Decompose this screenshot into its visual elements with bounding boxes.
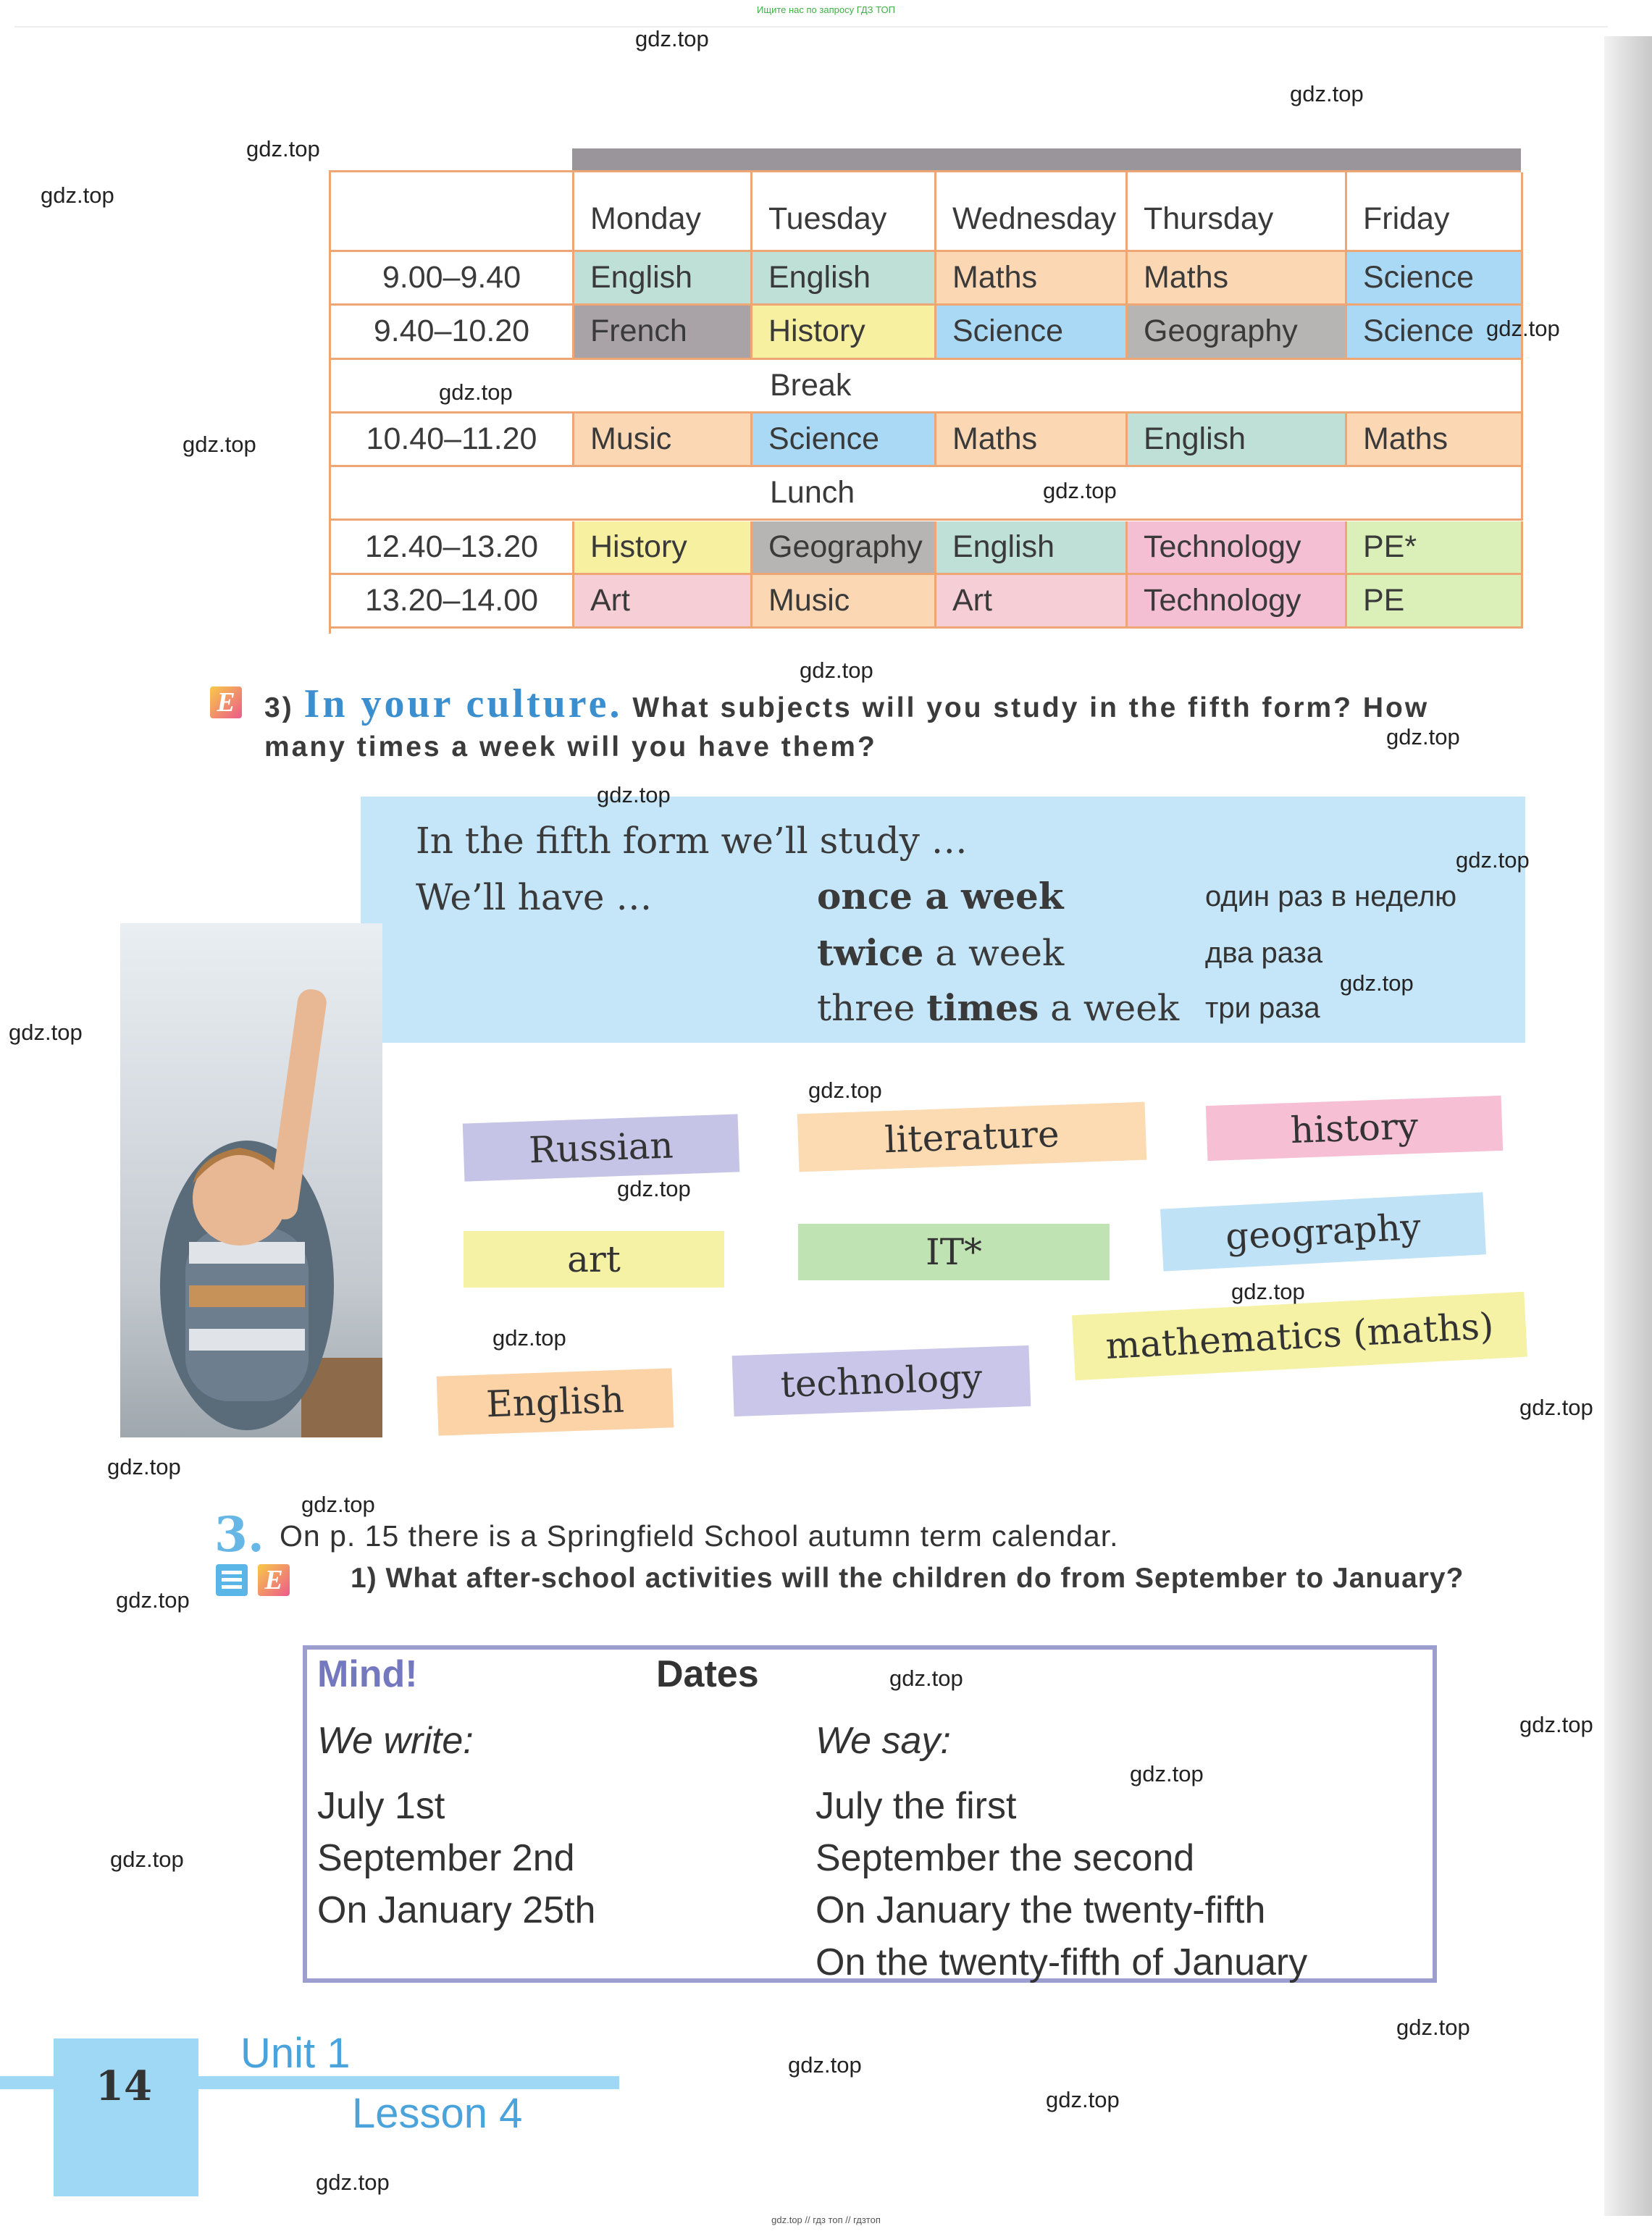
watermark-text: gdz.top bbox=[1231, 1279, 1305, 1304]
lesson-cell: English bbox=[574, 252, 752, 306]
lesson-cell: Music bbox=[752, 575, 936, 629]
timetable-header-bar bbox=[572, 148, 1521, 170]
day-header: Thursday bbox=[1128, 172, 1347, 252]
frequency-translation: три раза bbox=[1205, 992, 1320, 1024]
subject-chip: technology bbox=[732, 1345, 1031, 1416]
subject-chip: IT* bbox=[798, 1224, 1110, 1280]
watermark-text: gdz.top bbox=[597, 782, 671, 807]
lesson-cell: English bbox=[752, 252, 936, 306]
subject-chip: mathematics (maths) bbox=[1072, 1292, 1527, 1381]
time-slot: 9.00–9.40 bbox=[331, 252, 574, 306]
date-written: September 2nd bbox=[317, 1837, 575, 1879]
lesson-cell: Maths bbox=[936, 252, 1128, 306]
watermark-text: gdz.top bbox=[1046, 2087, 1120, 2112]
study-line: In the fifth form we’ll study … bbox=[416, 820, 968, 862]
exercise-e-icon: E bbox=[258, 1564, 290, 1596]
lesson-cell: Science bbox=[752, 413, 936, 467]
frequency-phrase bbox=[817, 875, 1063, 917]
subject-chip: history bbox=[1206, 1096, 1503, 1161]
exercise-number: 3. bbox=[214, 1506, 264, 1563]
top-rule bbox=[14, 26, 1608, 28]
date-written: July 1st bbox=[317, 1785, 445, 1827]
time-slot: 9.40–10.20 bbox=[331, 306, 574, 359]
lesson-cell: English bbox=[1128, 413, 1347, 467]
watermark-text: gdz.top bbox=[1340, 970, 1414, 996]
frequency-translation: два раза bbox=[1205, 937, 1323, 969]
culture-heading bbox=[264, 681, 1429, 727]
bottom-note: gdz.top // гдз топ // гдзтоп bbox=[771, 2214, 881, 2225]
watermark-text: gdz.top bbox=[183, 432, 256, 457]
book-spine-shadow bbox=[1604, 36, 1652, 2216]
lesson-label: Lesson 4 bbox=[352, 2090, 523, 2137]
we-say-header: We say: bbox=[815, 1720, 951, 1762]
watermark-text: gdz.top bbox=[492, 1325, 566, 1351]
photo-illustration bbox=[120, 923, 382, 1437]
day-header: Tuesday bbox=[752, 172, 936, 252]
watermark-text: gdz.top bbox=[808, 1078, 882, 1103]
watermark-text: gdz.top bbox=[1290, 81, 1364, 106]
watermark-text: gdz.top bbox=[800, 658, 873, 683]
lesson-cell: Science bbox=[936, 306, 1128, 359]
subject-chip: literature bbox=[797, 1102, 1146, 1172]
corner-cell bbox=[331, 172, 574, 252]
culture-question-2: many times a week will you have them? bbox=[264, 731, 877, 763]
day-header: Wednesday bbox=[936, 172, 1128, 252]
frequency-translation: один раз в неделю bbox=[1205, 881, 1457, 912]
watermark-text: gdz.top bbox=[9, 1020, 83, 1045]
timetable-span-row: Break bbox=[331, 360, 1523, 413]
culture-e-icon: E bbox=[210, 686, 242, 718]
date-spoken: On the twenty-fifth of January bbox=[815, 1941, 1308, 1983]
frequency-phrase bbox=[817, 986, 1179, 1029]
subject-chip: art bbox=[464, 1231, 724, 1288]
time-slot: 12.40–13.20 bbox=[331, 521, 574, 575]
culture-title: In your culture. bbox=[303, 681, 623, 726]
exercise-intro: On p. 15 there is a Springfield School autumn term calendar. bbox=[280, 1519, 1119, 1553]
watermark-text: gdz.top bbox=[635, 26, 709, 51]
frequency-bold: times bbox=[926, 986, 1039, 1029]
lesson-cell: PE bbox=[1347, 575, 1523, 629]
frequency-bold: twice bbox=[817, 931, 924, 974]
page-number: 14 bbox=[96, 2062, 152, 2110]
time-slot: 10.40–11.20 bbox=[331, 413, 574, 467]
lesson-cell: Science bbox=[1347, 252, 1523, 306]
frequency-phrase bbox=[817, 931, 1064, 974]
watermark-text: gdz.top bbox=[1386, 724, 1460, 749]
subject-chip: English bbox=[437, 1368, 674, 1435]
lesson-cell: Art bbox=[574, 575, 752, 629]
search-hint: Ищите нас по запросу ГДЗ ТОП bbox=[757, 4, 895, 15]
dates-title: Dates bbox=[656, 1653, 759, 1695]
lesson-cell: Music bbox=[574, 413, 752, 467]
watermark-text: gdz.top bbox=[617, 1176, 691, 1201]
lesson-cell: French bbox=[574, 306, 752, 359]
date-spoken: September the second bbox=[815, 1837, 1195, 1879]
lesson-cell: Science bbox=[1347, 306, 1523, 359]
lesson-cell: Technology bbox=[1128, 521, 1347, 575]
frequency-pre: three bbox=[817, 987, 927, 1029]
watermark-text: gdz.top bbox=[116, 1587, 190, 1613]
watermark-text: gdz.top bbox=[301, 1492, 375, 1517]
we-write-header: We write: bbox=[317, 1720, 474, 1762]
lesson-cell: English bbox=[936, 521, 1128, 575]
day-header: Monday bbox=[574, 172, 752, 252]
watermark-text: gdz.top bbox=[1456, 847, 1530, 873]
time-slot: 13.20–14.00 bbox=[331, 575, 574, 629]
watermark-text: gdz.top bbox=[41, 182, 114, 208]
watermark-text: gdz.top bbox=[439, 379, 513, 405]
subject-chip: Russian bbox=[463, 1114, 740, 1181]
have-line: We’ll have … bbox=[416, 876, 653, 918]
watermark-text: gdz.top bbox=[110, 1847, 184, 1872]
lesson-cell: History bbox=[574, 521, 752, 575]
lesson-cell: Geography bbox=[752, 521, 936, 575]
day-header: Friday bbox=[1347, 172, 1523, 252]
watermark-text: gdz.top bbox=[316, 2170, 390, 2195]
frequency-bold: once a week bbox=[817, 875, 1064, 917]
date-written: On January 25th bbox=[317, 1889, 596, 1931]
date-spoken: July the first bbox=[815, 1785, 1017, 1827]
culture-question-1: What subjects will you study in the fifth form? How bbox=[632, 692, 1430, 723]
list-icon bbox=[216, 1564, 248, 1596]
lesson-cell: Maths bbox=[1128, 252, 1347, 306]
watermark-text: gdz.top bbox=[1519, 1395, 1593, 1420]
timetable-span-row: Lunch bbox=[331, 467, 1523, 521]
subject-chip: geography bbox=[1160, 1192, 1486, 1271]
culture-number: 3) bbox=[264, 692, 294, 723]
mind-label: Mind! bbox=[317, 1653, 418, 1695]
date-spoken: On January the twenty-fifth bbox=[815, 1889, 1266, 1931]
photo-boy-raising-hand bbox=[120, 923, 382, 1437]
lesson-cell: Maths bbox=[1347, 413, 1523, 467]
lesson-cell: Geography bbox=[1128, 306, 1347, 359]
frequency-post: a week bbox=[1039, 987, 1180, 1029]
watermark-text: gdz.top bbox=[889, 1666, 963, 1691]
unit-label: Unit 1 bbox=[240, 2030, 351, 2077]
watermark-text: gdz.top bbox=[107, 1454, 181, 1479]
watermark-text: gdz.top bbox=[1486, 316, 1560, 341]
watermark-text: gdz.top bbox=[788, 2052, 862, 2078]
lesson-cell: PE* bbox=[1347, 521, 1523, 575]
watermark-text: gdz.top bbox=[1396, 2015, 1470, 2040]
watermark-text: gdz.top bbox=[1130, 1761, 1204, 1786]
lesson-cell: Maths bbox=[936, 413, 1128, 467]
lesson-cell: Art bbox=[936, 575, 1128, 629]
watermark-text: gdz.top bbox=[246, 136, 320, 161]
frequency-post: a week bbox=[923, 932, 1065, 974]
watermark-text: gdz.top bbox=[1043, 478, 1117, 503]
exercise-question: 1) What after-school activities will the children do from September to January? bbox=[351, 1563, 1464, 1594]
lesson-cell: Technology bbox=[1128, 575, 1347, 629]
lesson-cell: History bbox=[752, 306, 936, 359]
watermark-text: gdz.top bbox=[1519, 1712, 1593, 1737]
